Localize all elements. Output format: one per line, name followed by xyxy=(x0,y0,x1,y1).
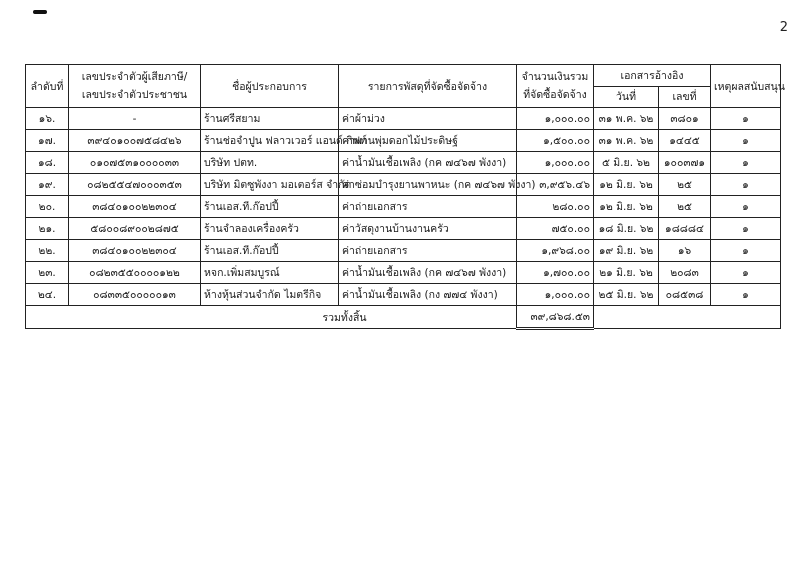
table-row xyxy=(26,174,781,196)
cell-doc-no: ๐๘๕๓๘ xyxy=(659,284,711,306)
cell-date: ๓๑ พ.ค. ๖๒ xyxy=(594,108,659,130)
cell-amount: ๑,๗๐๐.๐๐ xyxy=(517,262,594,284)
header-taxid-line2: เลขประจำตัวประชาชน xyxy=(81,89,188,101)
header-ref-date: วันที่ xyxy=(594,86,659,108)
header-reason: เหตุผลสนับสนุน xyxy=(711,65,781,108)
cell-taxid: ๐๑๐๗๕๓๑๐๐๐๐๓๓ xyxy=(69,152,201,174)
cell-taxid: ๕๘๐๐๘๙๐๐๒๘๗๕ xyxy=(69,218,201,240)
cell-reason: ๑ xyxy=(711,218,781,240)
cell-reason: ๑ xyxy=(711,130,781,152)
cell-date: ๑๘ มิ.ย. ๖๒ xyxy=(594,218,659,240)
cell-date: ๕ มิ.ย. ๖๒ xyxy=(594,152,659,174)
cell-item: ค่าซ่อมบำรุงยานพาหนะ (กค ๗๔๖๗ พังงา) xyxy=(339,174,517,196)
cell-amount: ๑,๐๐๐.๐๐ xyxy=(517,152,594,174)
cell-seq: ๒๐. xyxy=(26,196,69,218)
cell-seq: ๒๒. xyxy=(26,240,69,262)
cell-reason: ๑ xyxy=(711,152,781,174)
header-ref-no: เลขที่ xyxy=(659,86,711,108)
cell-vendor: ร้านศรีสยาม xyxy=(201,108,339,130)
cell-taxid: ๓๘๔๐๑๐๐๒๒๓๐๔ xyxy=(69,240,201,262)
cell-item: ค่าน้ำมันเชื้อเพลิง (กค ๗๔๖๗ พังงา) xyxy=(339,262,517,284)
cell-doc-no: ๓๘๐๑ xyxy=(659,108,711,130)
header-amount xyxy=(517,65,594,108)
header-taxid-line1: เลขประจำตัวผู้เสียภาษี/ xyxy=(81,71,188,83)
cell-vendor: ร้านเอส.ที.ก๊อปปี้ xyxy=(201,240,339,262)
cell-item: ค่าวัสดุงานบ้านงานครัว xyxy=(339,218,517,240)
table-row xyxy=(26,108,781,130)
total-spacer xyxy=(594,306,781,329)
cell-vendor: ร้านเอส.ที.ก๊อปปี้ xyxy=(201,196,339,218)
cell-item: ค่าพานพุ่มดอกไม้ประดิษฐ์ xyxy=(339,130,517,152)
total-row xyxy=(26,306,781,329)
cell-vendor: ห้างหุ้นส่วนจำกัด ไมตรีกิจ xyxy=(201,284,339,306)
header-seq: ลำดับที่ xyxy=(26,65,69,108)
cell-item: ค่าผ้าม่วง xyxy=(339,108,517,130)
table-row xyxy=(26,152,781,174)
cell-amount: ๑,๐๐๐.๐๐ xyxy=(517,108,594,130)
cell-date: ๓๑ พ.ค. ๖๒ xyxy=(594,130,659,152)
cell-doc-no: ๑๘๘๘๔ xyxy=(659,218,711,240)
cell-seq: ๑๖. xyxy=(26,108,69,130)
cell-seq: ๒๑. xyxy=(26,218,69,240)
cell-date: ๒๑ มิ.ย. ๖๒ xyxy=(594,262,659,284)
cell-seq: ๑๗. xyxy=(26,130,69,152)
cell-doc-no: ๑๔๔๕ xyxy=(659,130,711,152)
cell-amount: ๑,๙๖๘.๐๐ xyxy=(517,240,594,262)
cell-date: ๑๒ มิ.ย. ๖๒ xyxy=(594,196,659,218)
cell-taxid: ๐๘๒๓๕๕๐๐๐๐๑๒๒ xyxy=(69,262,201,284)
header-amount-line2: ที่จัดซื้อจัดจ้าง xyxy=(523,89,587,101)
table-row xyxy=(26,218,781,240)
cell-seq: ๒๔. xyxy=(26,284,69,306)
cell-taxid: ๐๘๒๕๕๔๗๐๐๐๓๕๓ xyxy=(69,174,201,196)
cell-amount: ๑,๐๐๐.๐๐ xyxy=(517,284,594,306)
cell-reason: ๑ xyxy=(711,196,781,218)
cell-reason: ๑ xyxy=(711,284,781,306)
cell-item: ค่าถ่ายเอกสาร xyxy=(339,240,517,262)
table-row xyxy=(26,240,781,262)
cell-reason: ๑ xyxy=(711,262,781,284)
cell-doc-no: ๒๕ xyxy=(659,196,711,218)
cell-item: ค่าน้ำมันเชื้อเพลิง (กค ๗๔๖๗ พังงา) xyxy=(339,152,517,174)
header-vendor: ชื่อผู้ประกอบการ xyxy=(201,65,339,108)
header-taxid xyxy=(69,65,201,108)
cell-taxid: - xyxy=(69,108,201,130)
table-row xyxy=(26,130,781,152)
page-number: 2 xyxy=(779,20,788,35)
header-items: รายการพัสดุที่จัดซื้อจัดจ้าง xyxy=(339,65,517,108)
table-row xyxy=(26,262,781,284)
cell-item: ค่าถ่ายเอกสาร xyxy=(339,196,517,218)
cell-seq: ๑๘. xyxy=(26,152,69,174)
total-value: ๓๙,๘๖๘.๕๓ xyxy=(517,306,594,329)
table-row xyxy=(26,196,781,218)
table-row xyxy=(26,284,781,306)
cell-vendor: บริษัท มิตซูพังงา มอเตอร์ส จำกัด xyxy=(201,174,339,196)
cell-doc-no: ๒๕ xyxy=(659,174,711,196)
cell-amount: ๓,๙๕๖.๔๖ xyxy=(517,174,594,196)
cell-amount: ๑,๕๐๐.๐๐ xyxy=(517,130,594,152)
cell-seq: ๑๙. xyxy=(26,174,69,196)
cell-vendor: หจก.เพิ่มสมบูรณ์ xyxy=(201,262,339,284)
cell-taxid: ๓๙๔๐๑๐๐๗๕๘๔๒๖ xyxy=(69,130,201,152)
total-label: รวมทั้งสิ้น xyxy=(26,306,517,329)
cell-reason: ๑ xyxy=(711,174,781,196)
cell-reason: ๑ xyxy=(711,240,781,262)
cell-date: ๑๒ มิ.ย. ๖๒ xyxy=(594,174,659,196)
cell-date: ๒๕ มิ.ย. ๖๒ xyxy=(594,284,659,306)
cell-taxid: ๓๘๔๐๑๐๐๒๒๓๐๔ xyxy=(69,196,201,218)
cell-item: ค่าน้ำมันเชื้อเพลิง (กง ๗๗๔ พังงา) xyxy=(339,284,517,306)
header-ref-doc: เอกสารอ้างอิง xyxy=(594,65,711,87)
cell-doc-no: ๑๐๐๓๗๑ xyxy=(659,152,711,174)
cell-seq: ๒๓. xyxy=(26,262,69,284)
cell-doc-no: ๑๖ xyxy=(659,240,711,262)
cell-reason: ๑ xyxy=(711,108,781,130)
cell-vendor: ร้านจำลองเครื่องครัว xyxy=(201,218,339,240)
cell-doc-no: ๒๐๘๓ xyxy=(659,262,711,284)
procurement-table xyxy=(25,64,785,330)
cell-taxid: ๐๘๓๓๕๐๐๐๐๐๑๓ xyxy=(69,284,201,306)
scan-mark xyxy=(33,10,47,14)
cell-vendor: บริษัท ปตท. xyxy=(201,152,339,174)
cell-vendor: ร้านช่อจำปูน ฟลาวเวอร์ แอนด์ กิฟท์ xyxy=(201,130,339,152)
header-amount-line1: จำนวนเงินรวม xyxy=(521,71,589,83)
cell-amount: ๒๘๐.๐๐ xyxy=(517,196,594,218)
cell-date: ๑๙ มิ.ย. ๖๒ xyxy=(594,240,659,262)
cell-amount: ๗๕๐.๐๐ xyxy=(517,218,594,240)
